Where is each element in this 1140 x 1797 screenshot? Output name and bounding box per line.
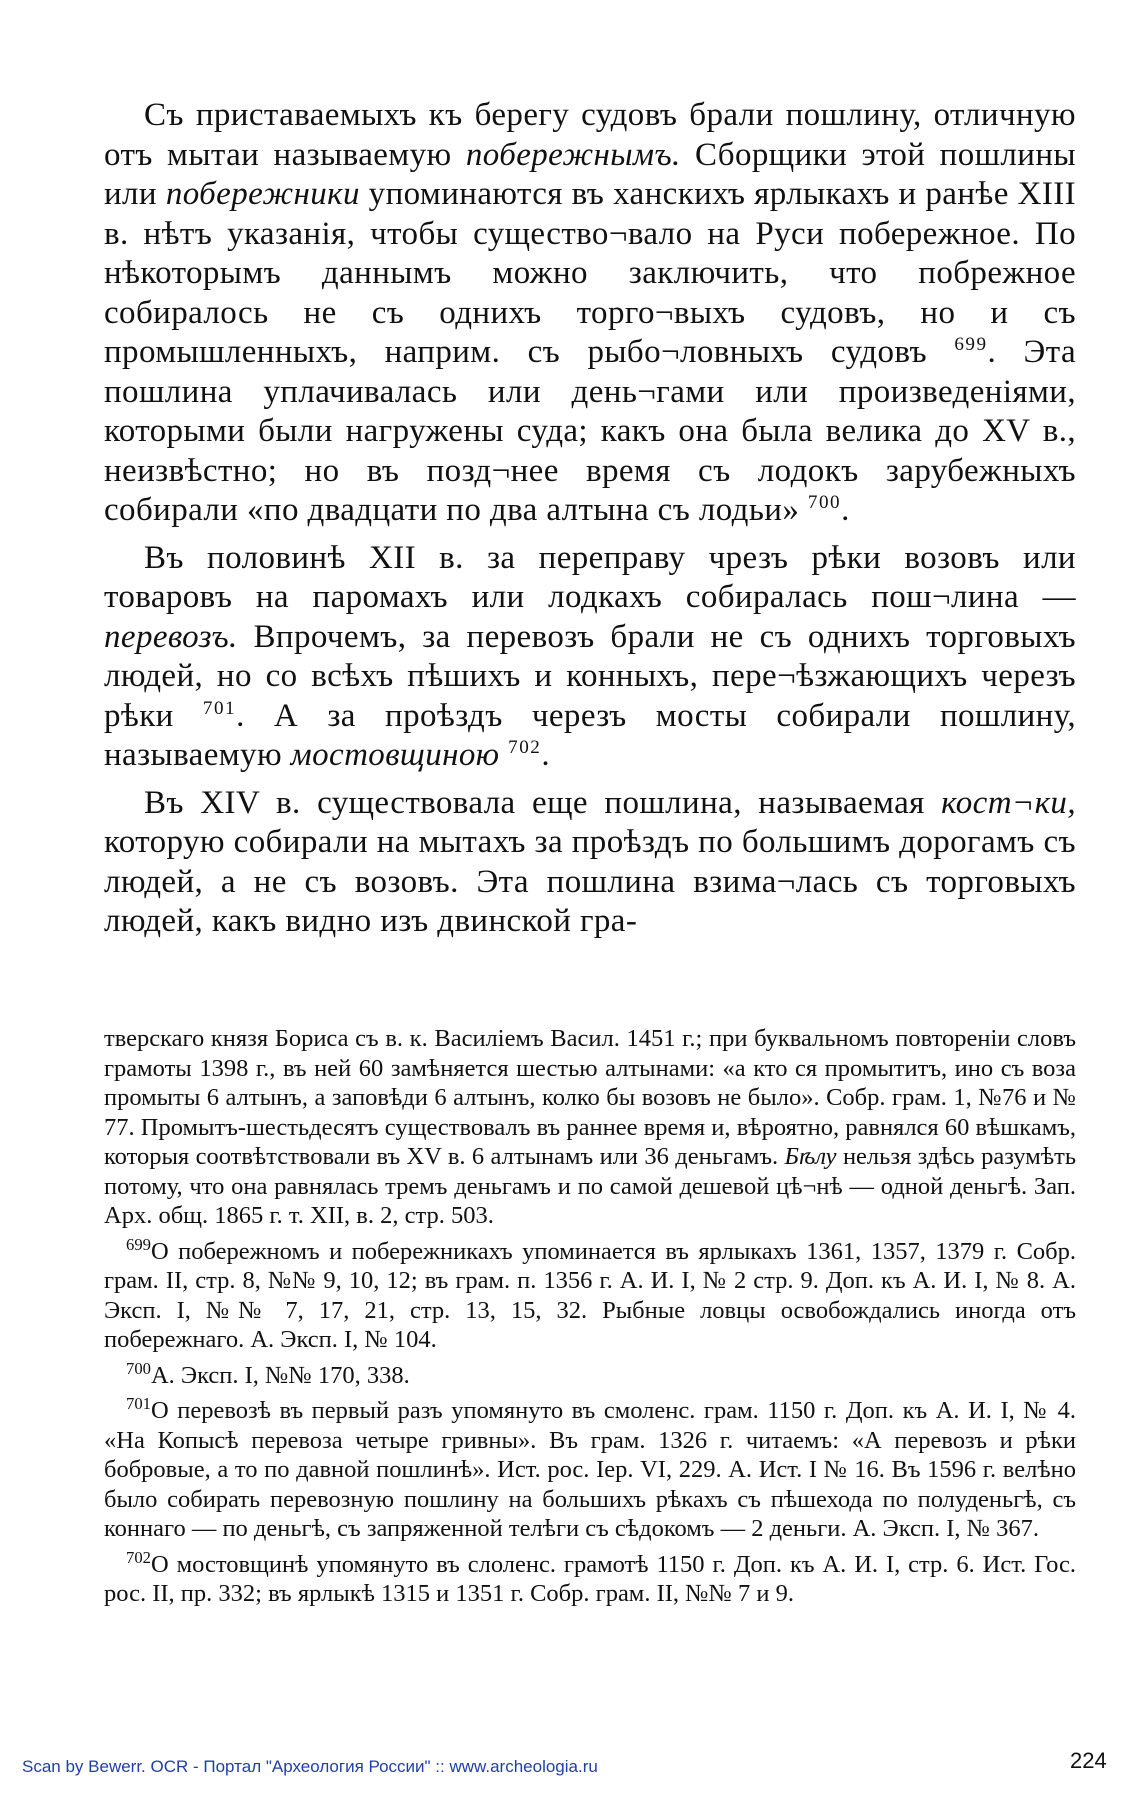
scan-credit-link[interactable]: Scan by Bewerr. OCR - Портал "Археология России" :: www.archeologia.ru (22, 1757, 598, 1776)
footnotes (104, 1024, 1076, 1615)
footnote-ref-702[interactable]: 702 (508, 737, 542, 758)
paragraph-2: Въ половинѣ XII в. за переправу чрезъ рѣки возовъ или товаровъ на паромахъ или лодкахъ собиралась пош¬лина — перевозъ. Впрочемъ, за перевозъ брали не съ однихъ торговыхъ людей, но со всѣхъ пѣшихъ и конныхъ, пере¬ѣзжающихъ черезъ рѣки $^{701}$. А за проѣздъ черезъ мосты собирали пошлину, называемую мостовщиною $^{702}$. (104, 539, 1076, 773)
footnote-701 (104, 1393, 1076, 1544)
term-mostovshchina: мостовщиною (290, 737, 500, 773)
footnote-number: 699 (126, 1234, 151, 1254)
footnote-text: А. Эксп. I, №№ 170, 338. (150, 1361, 410, 1389)
term-beregovoe: побережнымъ. (465, 136, 681, 173)
main-text (104, 96, 1076, 950)
footnote-number: 702 (126, 1547, 151, 1567)
term-beregovniki: побережники (165, 176, 360, 212)
footnote-700 (104, 1358, 1076, 1391)
footnote-699 (104, 1234, 1076, 1355)
paragraph-1: Съ приставаемыхъ къ берегу судовъ брали пошлину, отличную отъ мытаи называемую побережнымъ. Сборщики этой пошлины или побережники упоминаются въ ханскихъ ярлыкахъ и ранѣе XIII в. нѣтъ указанія, чтобы существо¬вало на Руси побережное. По нѣкоторымъ даннымъ можно заключить, что побрежное собиралось не съ однихъ торго¬выхъ судовъ, но и съ промышленныхъ, наприм. съ рыбо¬ловныхъ судовъ $^{699}$. Эта пошлина уплачивалась или день¬гами или произведеніями, которыми были нагружены суда; какъ она была велика до XV в., неизвѣстно; но въ позд¬нее время съ лодокъ зарубежныхъ собирали «по двадцати по два алтына съ лодьи» $^{700}$. (104, 97, 1077, 528)
page-number: 224 (1070, 1748, 1107, 1773)
term-kostki: кост¬ки, (941, 784, 1076, 821)
term-perevoz: перевозъ. (104, 618, 238, 655)
footnote-text: О перевозѣ въ первый разъ упомянуто въ смоленс. грам. 1150 г. Доп. къ А. И. I, № 4. «На Копысѣ перевоза четыре гривны». Въ грам. 1326 г. читаемъ: «А перевозъ и рѣки бобровые, а то по давной пошлинѣ». Ист. рос. Іер. VI, 229. А. Ист. I № 16. Въ 1596 г. велѣно было собирать перевозную пошлину на большихъ рѣкахъ съ пѣшехода по полуденьгѣ, съ коннаго — по деньгѣ, съ запряженной телѣги съ сѣдокомъ — 2 деньги. А. Эксп. I, № 367. (104, 1397, 1076, 1542)
footnote-number: 701 (126, 1393, 151, 1413)
footnote-702 (104, 1547, 1076, 1609)
term-belu: Бѣлу (784, 1143, 837, 1170)
footnote-ref-699[interactable]: 699 (954, 334, 988, 355)
footnote-ref-700[interactable]: 700 (807, 492, 842, 513)
footnote-ref-701[interactable]: 701 (202, 697, 237, 719)
paragraph-3: Въ XIV в. существовала еще пошлина, называемая кост¬ки, которую собирали на мытахъ за проѣздъ по большимъ дорогамъ съ людей, а не съ возовъ. Эта пошлина взима¬лась съ торговыхъ людей, какъ видно изъ двинской гра- (104, 784, 1076, 939)
footnote-text: О мостовщинѣ упомянуто въ слоленс. грамотѣ 1150 г. Доп. къ А. И. I, стр. 6. Ист. Гос. рос. II, пр. 332; въ ярлыкѣ 1315 и 1351 г. Собр. грам. II, №№ 7 и 9. (104, 1550, 1076, 1607)
footnote-continuation: тверскаго князя Бориса съ в. к. Василіемъ Васил. 1451 г.; при буквальномъ повтореніи словъ грамоты 1398 г., въ ней 60 замѣняется шестью алтынами: «а кто ся промытитъ, ино съ воза промыты 6 алтынъ, а заповѣди 6 алтынъ, колко бы возовъ не было». Собр. грам. 1, №76 и № 77. Промытъ-шестьдесятъ существовалъ въ раннее время и, вѣроятно, равнялся 60 вѣшкамъ, которыя соотвѣтствовали въ XV в. 6 алтынамъ или 36 деньгамъ. Бѣлу нельзя здѣсь разумѣть потому, что она равнялась тремъ деньгамъ и по самой дешевой цѣ¬нѣ — одной деньгѣ. Зап. Арх. общ. 1865 г. т. XII, в. 2, стр. 503. (104, 1025, 1076, 1229)
footnote-number: 700 (126, 1358, 151, 1378)
footnote-text: О побережномъ и побережникахъ упоминается въ ярлыкахъ 1361, 1357, 1379 г. Собр. грам. II, стр. 8, №№ 9, 10, 12; въ грам. п. 1356 г. А. И. I, № 2 стр. 9. Доп. къ А. И. I, № 8. А. Эксп. I, №№ 7, 17, 21, стр. 13, 15, 32. Рыбные ловцы освобождались иногда отъ побережнаго. А. Эксп. I, № 104. (104, 1237, 1076, 1353)
